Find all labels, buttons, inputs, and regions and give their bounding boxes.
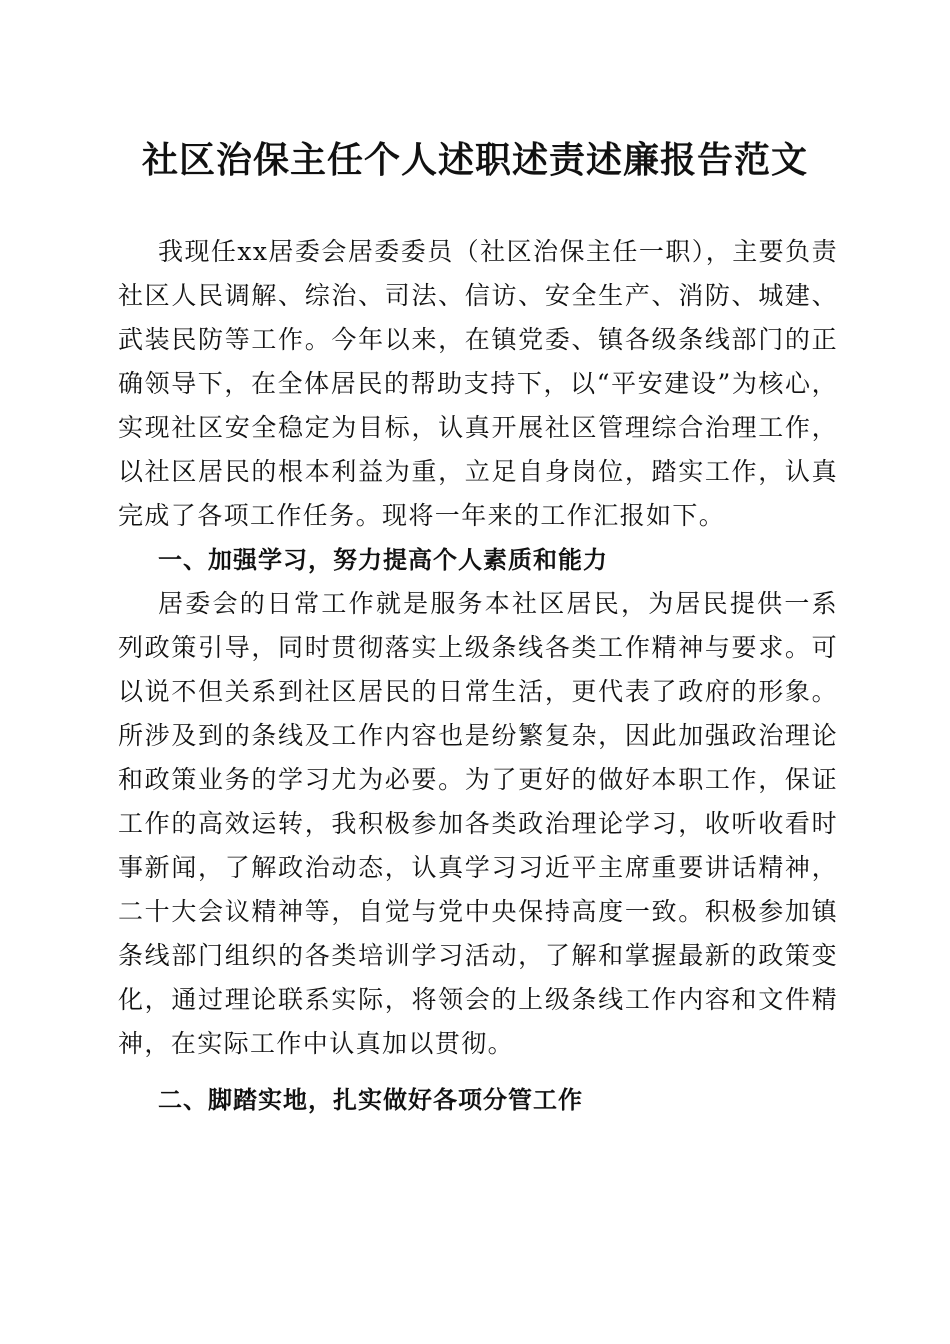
document-body xyxy=(118,230,838,1122)
section-heading-2: 二、脚踏实地，扎实做好各项分管工作 xyxy=(158,1086,583,1114)
section-paragraph-1: 居委会的日常工作就是服务本社区居民，为居民提供一系列政策引导，同时贯彻落实上级条线各类工作精神与要求。可以说不但关系到社区居民的日常生活，更代表了政府的形象。所涉及到的条线及工作内容也是纷繁复杂，因此加强政治理论和政策业务的学习尤为必要。为了更好的做好本职工作，保证工作的高效运转，我积极参加各类政治理论学习，收听收看时事新闻，了解政治动态，认真学习习近平主席重要讲话精神，二十大会议精神等，自觉与党中央保持高度一致。积极参加镇条线部门组织的各类培训学习活动，了解和掌握最新的政策变化，通过理论联系实际，将领会的上级条线工作内容和文件精神，在实际工作中认真加以贯彻。 xyxy=(118,589,838,1058)
document-title: 社区治保主任个人述职述责述廉报告范文 xyxy=(141,139,808,181)
intro-paragraph: 我现任xx居委会居委委员（社区治保主任一职），主要负责社区人民调解、综治、司法、信访、安全生产、消防、城建、武装民防等工作。今年以来，在镇党委、镇各级条线部门的正确领导下，在全体居民的帮助支持下，以“平安建设”为核心，实现社区安全稳定为目标，认真开展社区管理综合治理工作，以社区居民的根本利益为重，立足自身岗位，踏实工作，认真完成了各项工作任务。现将一年来的工作汇报如下。 xyxy=(118,237,838,530)
section-heading-1: 一、加强学习，努力提高个人素质和能力 xyxy=(158,546,608,574)
